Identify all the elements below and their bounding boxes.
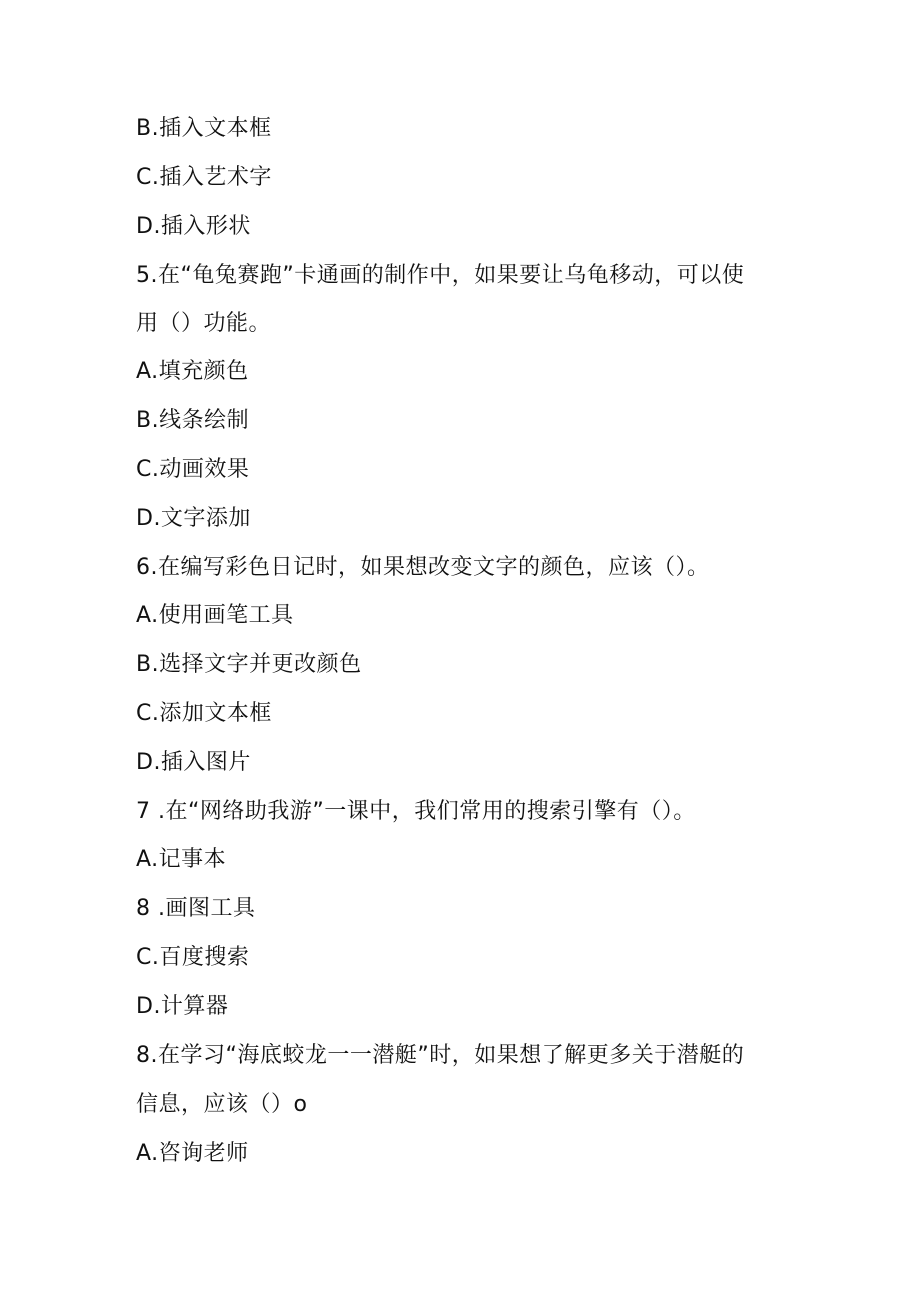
- q5-option-a: A.填充颜色: [136, 359, 249, 384]
- question-6: 6.在编写彩色日记时，如果想改变文字的颜色，应该（）。: [136, 555, 710, 580]
- option-c-word-art: C.插入艺术字: [136, 165, 272, 190]
- q7-option-d: D.计算器: [136, 994, 229, 1019]
- option-d-shape: D.插入形状: [136, 214, 251, 239]
- q6-option-d: D.插入图片: [136, 750, 251, 775]
- q5-option-d: D.文字添加: [136, 506, 251, 531]
- question-5-line-1: 5.在“龟兔赛跑”卡通画的制作中，如果要让乌龟移动，可以使: [136, 263, 745, 288]
- q7-option-c: C.百度搜索: [136, 945, 250, 970]
- question-5-line-2: 用（）功能。: [136, 311, 272, 336]
- q6-option-a: A.使用画笔工具: [136, 603, 294, 628]
- question-8-line-1: 8.在学习“海底蛟龙一一潜艇”时，如果想了解更多关于潜艇的: [136, 1043, 745, 1068]
- q7-option-a: A.记事本: [136, 847, 227, 872]
- question-7: 7 .在“网络助我游”一课中，我们常用的搜索引擎有（）。: [136, 799, 696, 824]
- q8-option-a: A.咨询老师: [136, 1141, 249, 1166]
- q6-option-b: B.选择文字并更改颜色: [136, 652, 362, 677]
- q6-option-c: C.添加文本框: [136, 701, 272, 726]
- q5-option-b: B.线条绘制: [136, 408, 250, 433]
- q5-option-c: C.动画效果: [136, 457, 250, 482]
- question-8-line-2: 信息，应该（）o: [136, 1092, 308, 1117]
- option-b-text-box: B.插入文本框: [136, 116, 272, 141]
- q7-option-b: 8 .画图工具: [136, 896, 256, 921]
